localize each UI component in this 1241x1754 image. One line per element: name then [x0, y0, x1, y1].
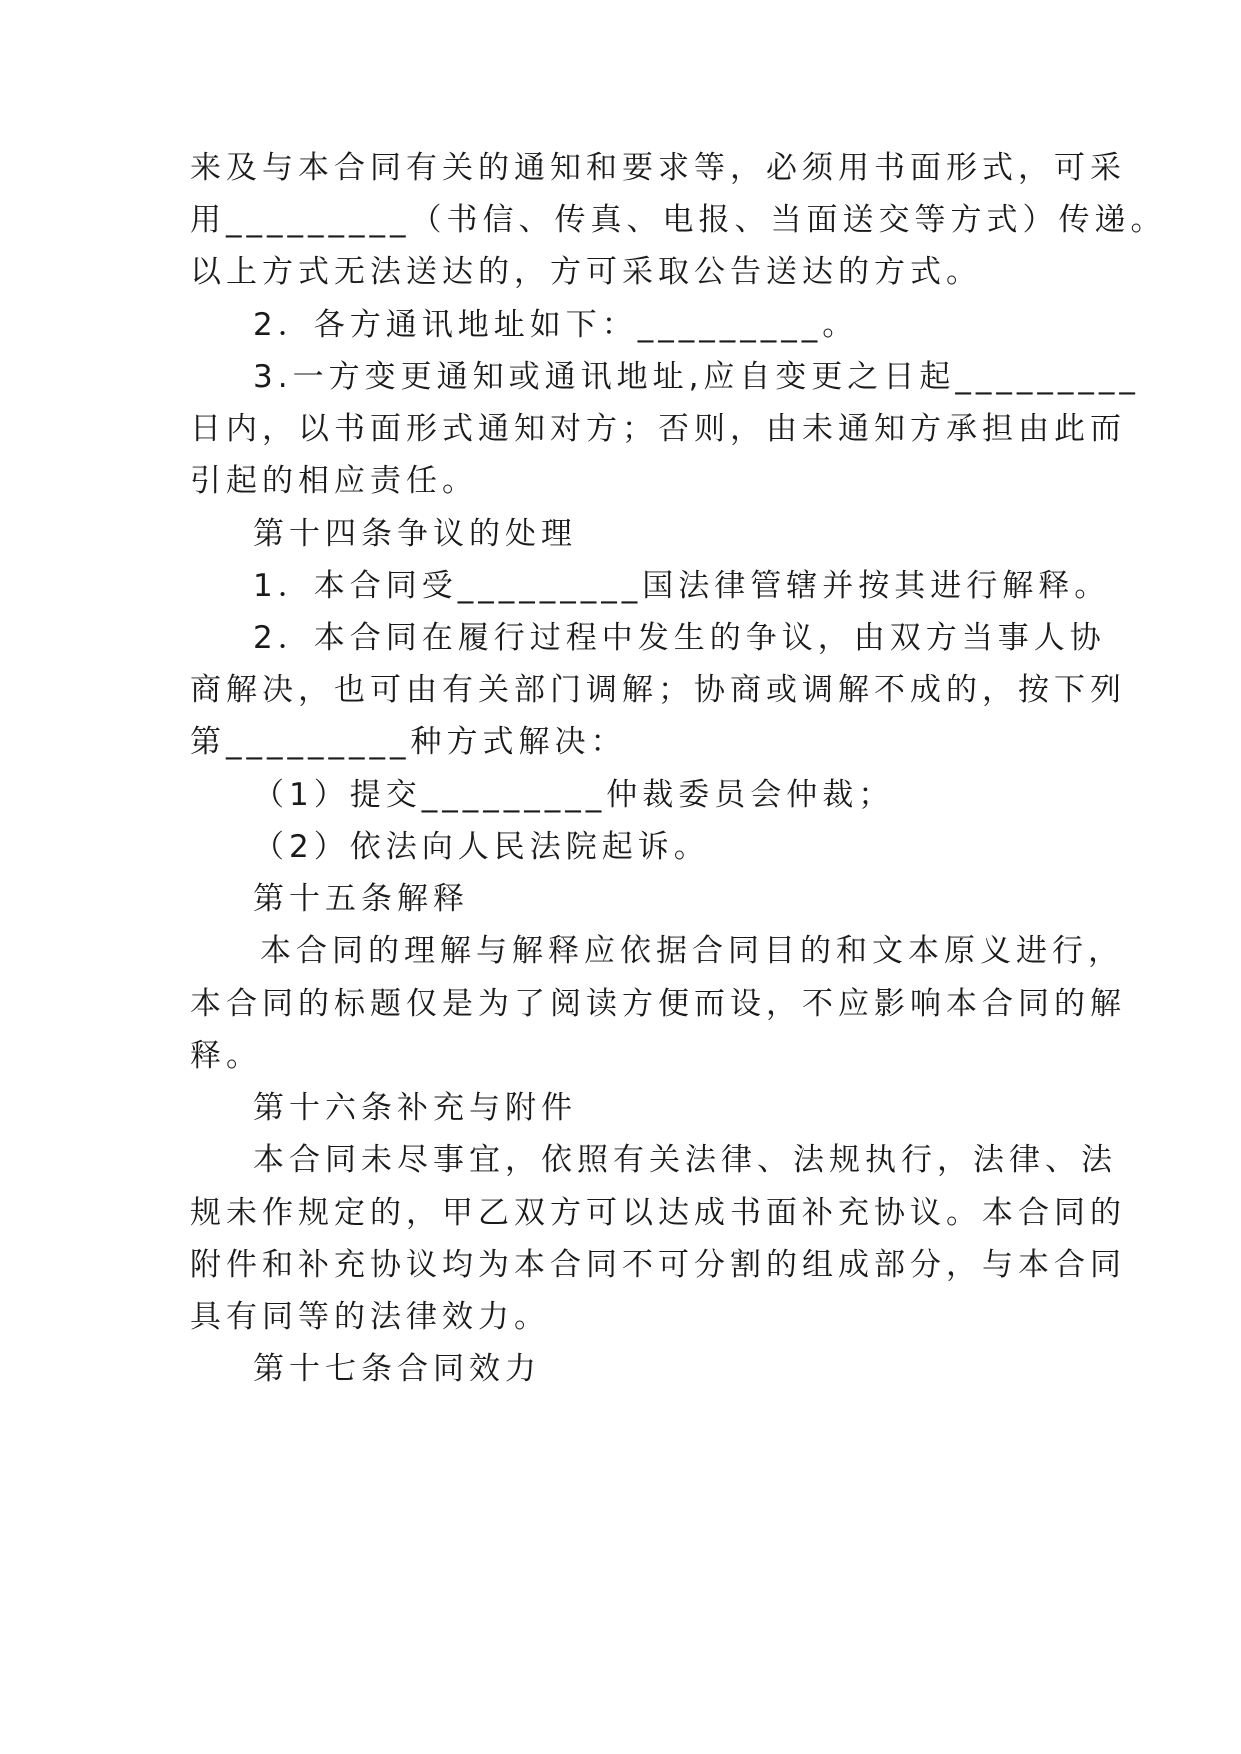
section-heading: 第十五条解释 — [253, 881, 469, 917]
paragraph-line: 2．本合同在履行过程中发生的争议，由双方当事人协 — [253, 620, 1106, 656]
paragraph-line: 1．本合同受_________国法律管辖并按其进行解释。 — [253, 568, 1111, 604]
paragraph-line: 本合同未尽事宜，依照有关法律、法规执行，法律、法 — [253, 1142, 1117, 1178]
paragraph-line: 附件和补充协议均为本合同不可分割的组成部分，与本合同 — [190, 1247, 1126, 1283]
paragraph-line: 日内，以书面形式通知对方；否则，由未通知方承担由此而 — [190, 411, 1126, 447]
list-item: （1）提交_________仲裁委员会仲裁； — [253, 777, 895, 813]
paragraph-line: 3.一方变更通知或通讯地址,应自变更之日起_________ — [253, 359, 1140, 395]
paragraph-line: 具有同等的法律效力。 — [190, 1299, 550, 1335]
section-heading: 第十六条补充与附件 — [253, 1090, 577, 1126]
paragraph-line: 第_________种方式解决： — [190, 724, 627, 760]
paragraph-line: 2．各方通讯地址如下：_________。 — [253, 307, 859, 343]
paragraph-line: 本合同的标题仅是为了阅读方便而设，不应影响本合同的解 — [190, 986, 1126, 1022]
list-item: （2）依法向人民法院起诉。 — [253, 829, 710, 865]
paragraph-line: 本合同的理解与解释应依据合同目的和文本原义进行， — [260, 933, 1124, 969]
paragraph-line: 商解决，也可由有关部门调解；协商或调解不成的，按下列 — [190, 672, 1126, 708]
paragraph-line: 用_________（书信、传真、电报、当面送交等方式）传递。 — [190, 202, 1167, 238]
section-heading: 第十四条争议的处理 — [253, 516, 577, 552]
paragraph-line: 引起的相应责任。 — [190, 463, 478, 499]
paragraph-line: 释。 — [190, 1038, 262, 1074]
paragraph-line: 规未作规定的，甲乙双方可以达成书面补充协议。本合同的 — [190, 1195, 1126, 1231]
paragraph-line: 来及与本合同有关的通知和要求等，必须用书面形式，可采 — [190, 150, 1126, 186]
section-heading: 第十七条合同效力 — [253, 1351, 541, 1387]
paragraph-line: 以上方式无法送达的，方可采取公告送达的方式。 — [190, 254, 982, 290]
